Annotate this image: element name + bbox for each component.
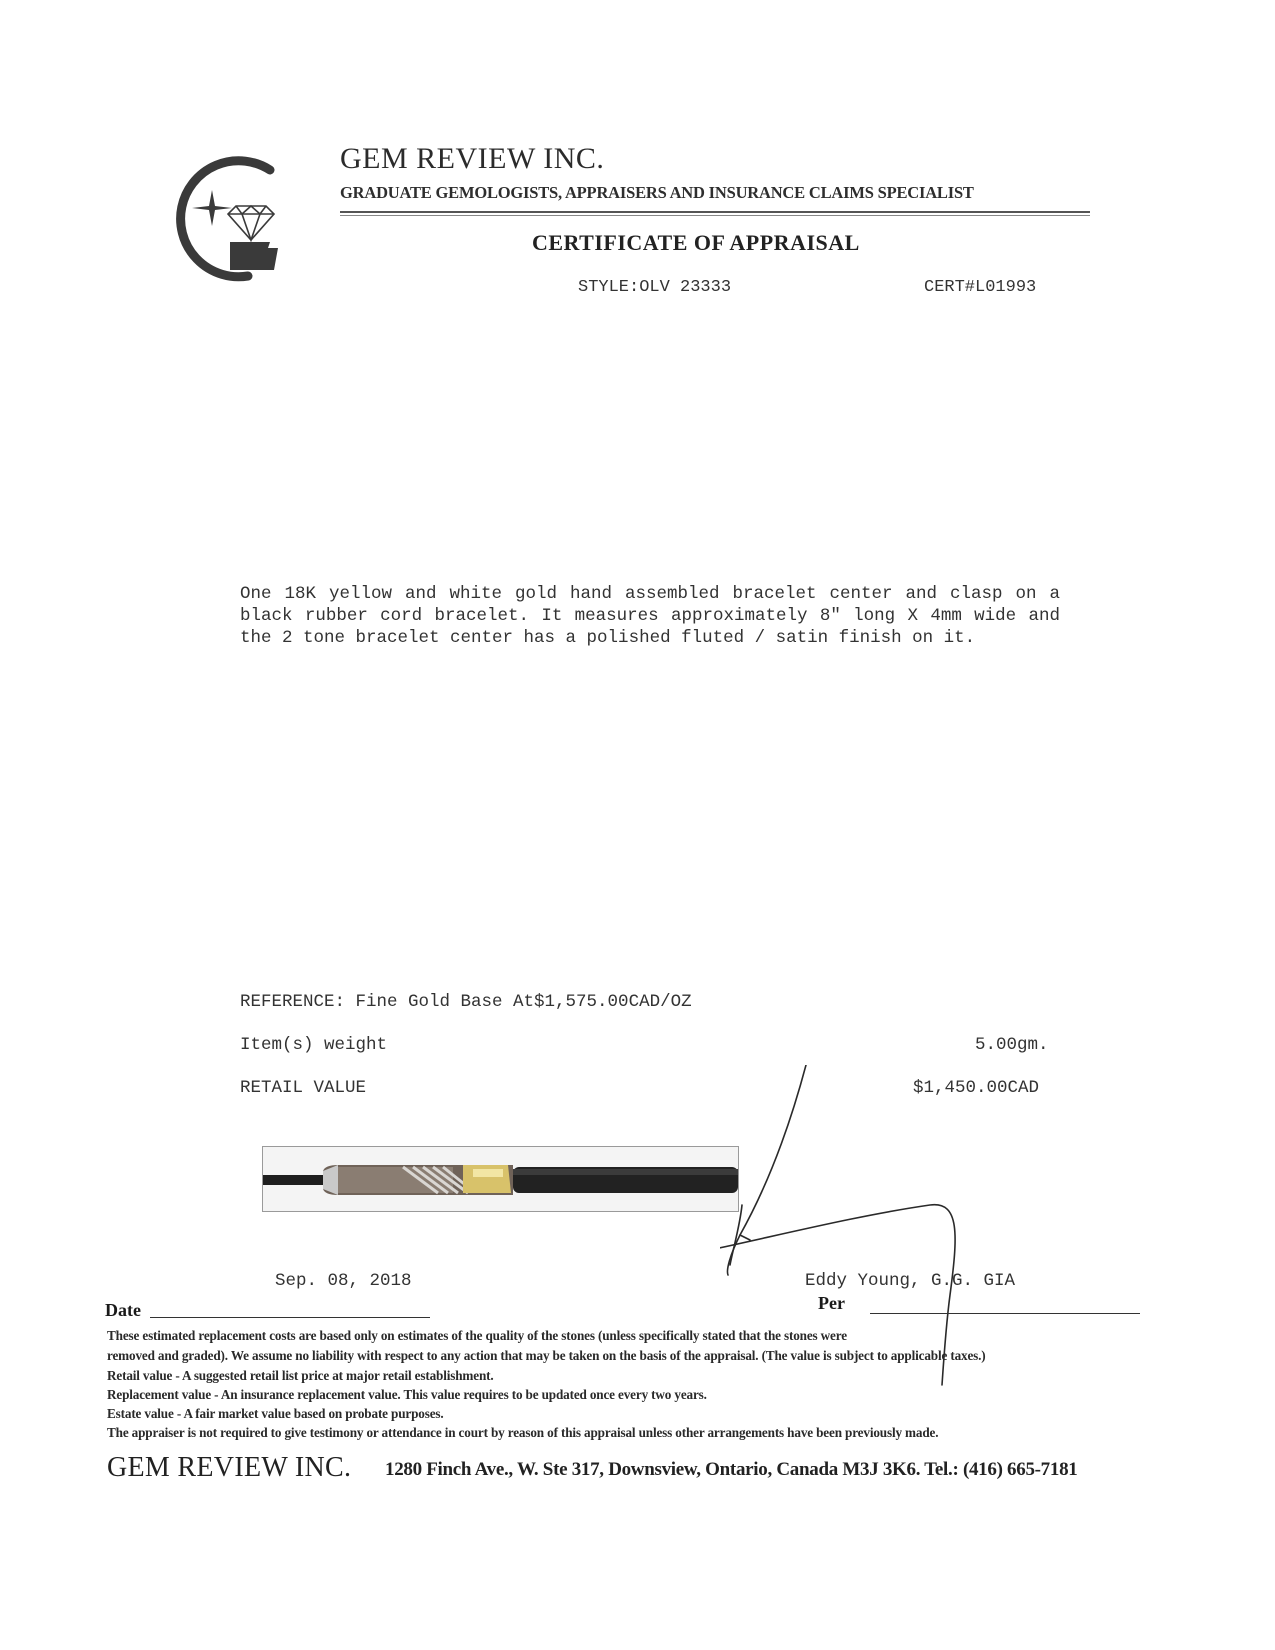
style-number: STYLE:OLV 23333	[578, 278, 732, 297]
company-name: GEM REVIEW INC.	[340, 142, 605, 175]
appraisal-date: Sep. 08, 2018	[275, 1271, 412, 1291]
disclaimer-line: Estate value - A fair market value based on probate purposes.	[107, 1406, 444, 1421]
company-tagline: GRADUATE GEMOLOGISTS, APPRAISERS AND INSURANCE CLAIMS SPECIALIST	[340, 183, 974, 202]
reference-gold-base: REFERENCE: Fine Gold Base At$1,575.00CAD/OZ	[240, 992, 692, 1012]
footer-address: 1280 Finch Ave., W. Ste 317, Downsview, Ontario, Canada M3J 3K6. Tel.: (416) 665-7181	[385, 1459, 1078, 1480]
disclaimer-line: The appraiser is not required to give testimony or attendance in court by reason of this appraisal unless other arrangements have been previously made.	[107, 1425, 939, 1440]
gem-review-logo-icon	[170, 148, 290, 288]
header-divider	[340, 211, 1090, 213]
weight-value: 5.00gm.	[975, 1035, 1049, 1055]
retail-value-amount: $1,450.00CAD	[913, 1078, 1040, 1098]
date-line	[150, 1317, 430, 1318]
disclaimer-line: These estimated replacement costs are based only on estimates of the quality of the stones (unless specifically stated that the stones were	[107, 1328, 847, 1343]
weight-label: Item(s) weight	[240, 1035, 388, 1055]
header-divider-thin	[340, 215, 1090, 216]
bracelet-photo	[262, 1146, 739, 1212]
appraiser-name: Eddy Young, G.G. GIA	[805, 1271, 1016, 1291]
item-description: One 18K yellow and white gold hand assembled bracelet center and clasp on a black rubber cord bracelet. It measures approximately 8" long X 4mm wide and the 2 tone bracelet center has a polished fluted / satin finish on it.	[240, 584, 1060, 648]
disclaimer-line: Replacement value - An insurance replacement value. This value requires to be updated once every two years.	[107, 1387, 707, 1402]
date-label: Date	[105, 1300, 141, 1320]
retail-value-label: RETAIL VALUE	[240, 1078, 367, 1098]
bracelet-photo-image	[263, 1147, 738, 1211]
per-label: Per	[818, 1293, 845, 1313]
signature-mark	[720, 1065, 1000, 1395]
disclaimer-line: Retail value - A suggested retail list price at major retail establishment.	[107, 1368, 494, 1383]
certificate-number: CERT#L01993	[924, 278, 1037, 297]
disclaimer-line: removed and graded). We assume no liability with respect to any action that may be taken on the basis of the appraisal. (The value is subject to applicable taxes.)	[107, 1348, 986, 1363]
certificate-title: CERTIFICATE OF APPRAISAL	[532, 230, 860, 255]
signature-line	[870, 1313, 1140, 1314]
footer-company-name: GEM REVIEW INC.	[107, 1452, 352, 1483]
